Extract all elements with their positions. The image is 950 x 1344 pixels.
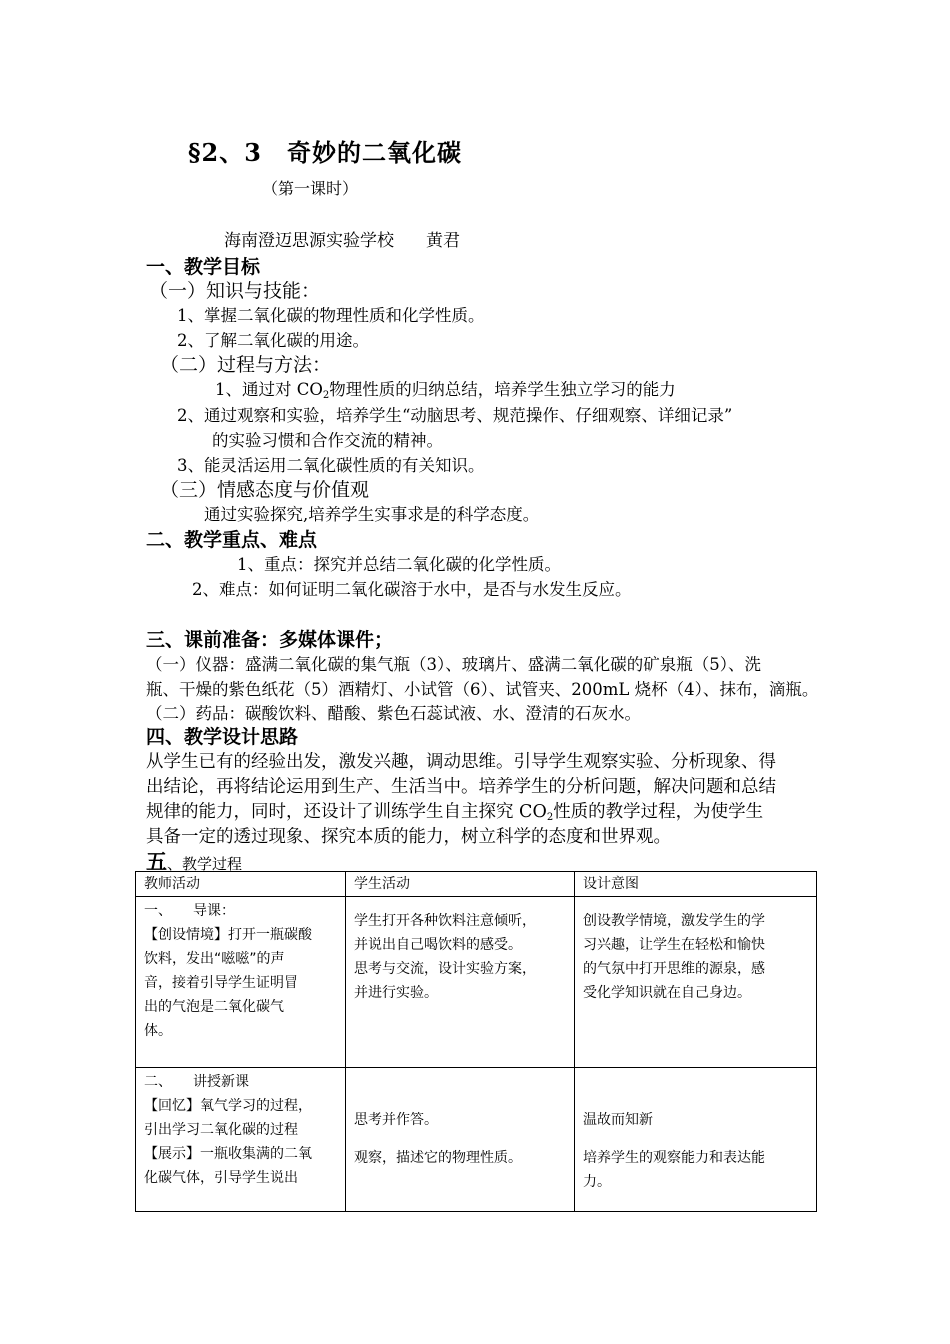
difficult-point: 2、难点：如何证明二氧化碳溶于水中，是否与水发生反应。 <box>192 580 632 599</box>
emotion-attitude-heading: （三）情感态度与价值观 <box>160 479 370 501</box>
process-item-2-line-2: 的实验习惯和合作交流的精神。 <box>212 431 443 450</box>
knowledge-item-2: 2、了解二氧化碳的用途。 <box>177 331 369 350</box>
table-header-row <box>136 872 817 897</box>
school-name: 海南澄迈思源实验学校 <box>224 231 394 251</box>
student-activity-cell: 思考并作答。 观察，描述它的物理性质。 <box>346 1068 575 1212</box>
section-teaching-goals-heading: 一、教学目标 <box>146 256 261 278</box>
teacher-activity-cell: 一、 导课： 【创设情境】打开一瓶碳酸 饮料，发出“嗞嗞”的声 音，接着引导学生证明冒 出的气泡是二氧化碳气 体。 <box>136 897 346 1068</box>
table-row <box>136 897 817 1068</box>
column-header-student: 学生活动 <box>346 872 575 897</box>
process-item-1: 1、通过对 CO2物理性质的归纳总结，培养学生独立学习的能力 <box>215 380 676 401</box>
instruments-line-2: 瓶、干燥的紫色纸花（5）酒精灯、小试管（6）、试管夹、200mL 烧杯（4）、抹布，滴瓶。 <box>146 680 819 699</box>
column-header-intent: 设计意图 <box>575 872 817 897</box>
design-intent-cell: 温故而知新 培养学生的观察能力和表达能 力。 <box>575 1068 817 1212</box>
knowledge-item-1: 1、掌握二氧化碳的物理性质和化学性质。 <box>177 306 485 325</box>
key-point: 1、重点：探究并总结二氧化碳的化学性质。 <box>237 555 561 574</box>
section-preparation-heading: 三、课前准备：多媒体课件； <box>146 629 394 651</box>
section-key-points-heading: 二、教学重点、难点 <box>146 529 318 551</box>
process-method-heading: （二）过程与方法： <box>160 354 332 376</box>
process-item-2-line-1: 2、通过观察和实验，培养学生“动脑思考、规范操作、仔细观察、详细记录” <box>177 406 733 425</box>
lesson-period: （第一课时） <box>262 179 359 198</box>
table-row <box>136 1068 817 1212</box>
document-title: §2、3 奇妙的二氧化碳 <box>188 138 462 167</box>
design-line-4: 具备一定的透过现象、探究本质的能力，树立科学的态度和世界观。 <box>146 827 671 847</box>
design-line-3: 规律的能力，同时，还设计了训练学生自主探究 CO2性质的教学过程，为使学生 <box>146 802 764 823</box>
teaching-process-table <box>135 871 817 1212</box>
design-line-2: 出结论，再将结论运用到生产、生活当中。培养学生的分析问题，解决问题和总结 <box>146 777 776 797</box>
teacher-activity-cell: 二、 讲授新课 【回忆】氧气学习的过程， 引出学习二氧化碳的过程 【展示】一瓶收集满的二氧 化碳气体，引导学生说出 <box>136 1068 346 1212</box>
knowledge-skills-heading: （一）知识与技能： <box>149 280 321 302</box>
chemicals-line: （二）药品：碳酸饮料、醋酸、紫色石蕊试液、水、澄清的石灰水。 <box>146 704 641 723</box>
instruments-line-1: （一）仪器：盛满二氧化碳的集气瓶（3）、玻璃片、盛满二氧化碳的矿泉瓶（5）、洗 <box>146 655 761 674</box>
author-line <box>224 226 460 251</box>
column-header-teacher: 教师活动 <box>136 872 346 897</box>
student-activity-cell: 学生打开各种饮料注意倾听， 并说出自己喝饮料的感受。 思考与交流，设计实验方案， 并进行实验。 <box>346 897 575 1068</box>
design-line-1: 从学生已有的经验出发，激发兴趣，调动思维。引导学生观察实验、分析现象、得 <box>146 752 776 772</box>
section-process-heading: 五、教学过程 <box>146 850 243 874</box>
process-item-3: 3、能灵活运用二氧化碳性质的有关知识。 <box>177 456 485 475</box>
design-intent-cell: 创设教学情境，激发学生的学 习兴趣，让学生在轻松和愉快 的气氛中打开思维的源泉，感 受化学知识就在自己身边。 <box>575 897 817 1068</box>
section-design-heading: 四、教学设计思路 <box>146 726 299 748</box>
emotion-attitude-text: 通过实验探究,培养学生实事求是的科学态度。 <box>204 505 540 524</box>
author-name: 黄君 <box>426 231 460 251</box>
